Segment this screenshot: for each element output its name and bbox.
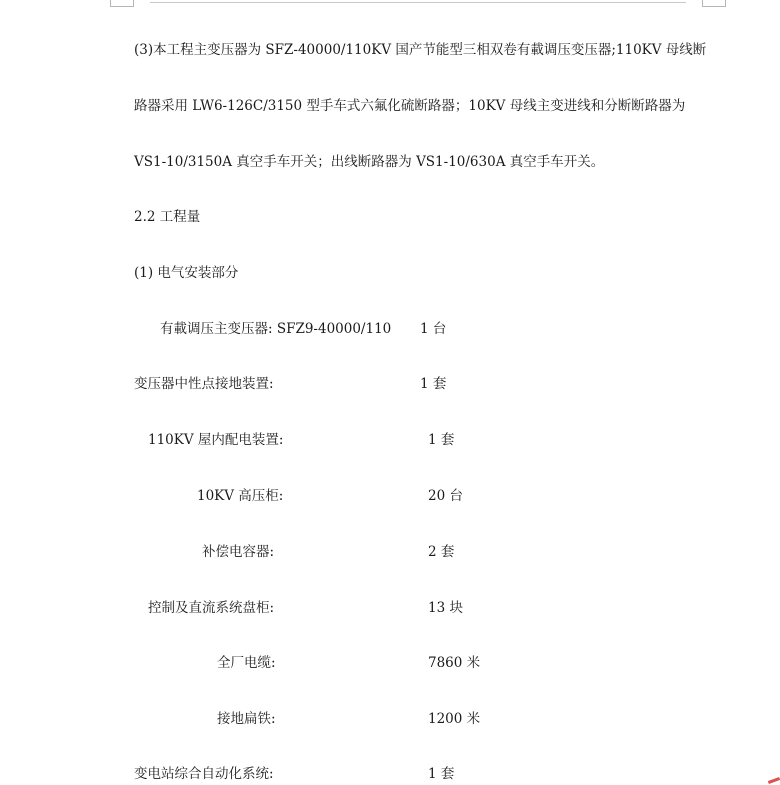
- item-name-automation-system: 变电站综合自动化系统:: [134, 766, 274, 782]
- item-qty-control-panels: 13 块: [428, 600, 463, 616]
- red-corner-mark: [768, 777, 780, 784]
- paragraph-line-1: (3)本工程主变压器为 SFZ-40000/110KV 国产节能型三相双卷有載调压变压器;110KV 母线断: [134, 42, 707, 58]
- paragraph-line-3: VS1-10/3150A 真空手车开关；出线断路器为 VS1-10/630A 真空手车开关。: [134, 154, 605, 170]
- item-name-grounding-iron: 接地扁铁:: [217, 711, 276, 727]
- item-qty-neutral-grounding: 1 套: [420, 376, 447, 392]
- item-qty-110kv-indoor: 1 套: [428, 432, 455, 448]
- item-name-cables: 全厂电缆:: [217, 655, 276, 671]
- paragraph-line-2: 路器采用 LW6-126C/3150 型手车式六氟化硫断路器；10KV 母线主变进线和分断断路器为: [134, 98, 686, 114]
- item-qty-main-transformer: 1 台: [420, 321, 447, 337]
- item-qty-capacitor: 2 套: [428, 544, 455, 560]
- section-heading: 2.2 工程量: [134, 209, 201, 225]
- item-qty-10kv-cabinet: 20 台: [428, 488, 463, 504]
- item-name-control-panels: 控制及直流系统盘柜:: [148, 600, 275, 616]
- item-qty-cables: 7860 米: [428, 655, 481, 671]
- item-qty-automation-system: 1 套: [428, 766, 455, 782]
- item-name-capacitor: 补偿电容器:: [202, 544, 275, 560]
- item-name-neutral-grounding: 变压器中性点接地装置:: [134, 376, 274, 392]
- margin-corner-right: [702, 0, 726, 7]
- item-name-110kv-indoor: 110KV 屋内配电装置:: [148, 432, 284, 448]
- item-name-main-transformer: 有載调压主变压器: SFZ9-40000/110: [160, 321, 392, 337]
- header-rule: [150, 2, 686, 3]
- subsection-heading: (1) 电气安装部分: [134, 265, 239, 281]
- item-name-10kv-cabinet: 10KV 高压柜:: [197, 488, 284, 504]
- margin-corner-left: [110, 0, 134, 7]
- item-qty-grounding-iron: 1200 米: [428, 711, 481, 727]
